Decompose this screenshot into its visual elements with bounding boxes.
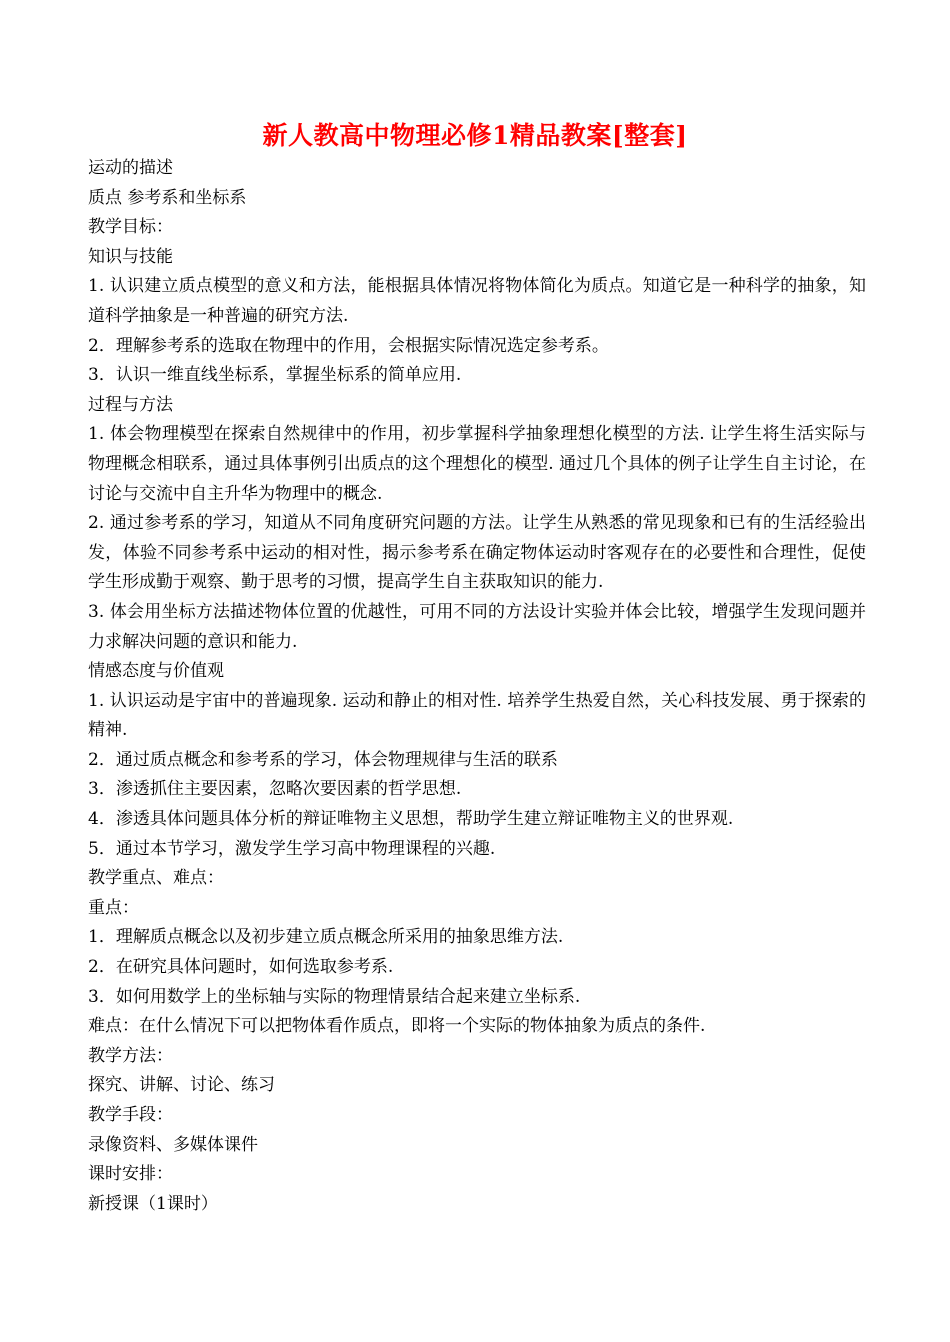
heading-teaching-method: 教学方法： (88, 1045, 173, 1066)
difficult-point: 难点：在什么情况下可以把物体看作质点，即将一个实际的物体抽象为质点的条件. (88, 1016, 706, 1037)
document-body (88, 154, 866, 1219)
key-point-3: 3．如何用数学上的坐标轴与实际的物理情景结合起来建立坐标系. (88, 986, 581, 1007)
attitude-item-5: 5．通过本节学习，激发学生学习高中物理课程的兴趣. (88, 838, 496, 859)
process-item-2: 2. 通过参考系的学习，知道从不同角度研究问题的方法。让学生从熟悉的常见现象和已有的生活经验出发，体验不同参考系中运动的相对性，揭示参考系在确定物体运动时客观存在的必要性和合理性，促使学生形成勤于观察、勤于思考的习惯，提高学生自主获取知识的能力. (88, 513, 866, 593)
heading-schedule: 课时安排： (88, 1164, 173, 1185)
knowledge-item-2: 2．理解参考系的选取在物理中的作用，会根据实际情况选定参考系。 (88, 335, 609, 356)
heading-process-method: 过程与方法 (88, 394, 173, 415)
heading-teaching-means: 教学手段： (88, 1105, 173, 1125)
attitude-item-1: 1. 认识运动是宇宙中的普遍现象. 运动和静止的相对性. 培养学生热爱自然，关心科技发展、勇于探索的精神. (88, 690, 866, 741)
heading-attitude-values: 情感态度与价值观 (88, 661, 224, 682)
document-title: 新人教高中物理必修1精品教案[整套] (262, 121, 688, 150)
attitude-item-2: 2．通过质点概念和参考系的学习，体会物理规律与生活的联系 (88, 749, 558, 770)
heading-teaching-goals: 教学目标： (88, 217, 173, 238)
process-item-3: 3. 体会用坐标方法描述物体位置的优越性，可用不同的方法设计实验并体会比较，增强学生发现问题并力求解决问题的意识和能力. (88, 601, 866, 652)
attitude-item-4: 4．渗透具体问题具体分析的辩证唯物主义思想，帮助学生建立辩证唯物主义的世界观. (88, 809, 734, 830)
key-point-1: 1．理解质点概念以及初步建立质点概念所采用的抽象思维方法. (88, 927, 564, 948)
heading-knowledge-skills: 知识与技能 (88, 246, 173, 267)
knowledge-item-3: 3．认识一维直线坐标系，掌握坐标系的简单应用. (88, 365, 462, 386)
section-heading-motion: 运动的描述 (88, 158, 173, 178)
heading-key-difficult: 教学重点、难点： (88, 868, 224, 889)
process-item-1: 1. 体会物理模型在探索自然规律中的作用，初步掌握科学抽象理想化模型的方法. 让学生将生活实际与物理概念相联系，通过具体事例引出质点的这个理想化的模型. 通过几个具体的例子让学生自主讨论，在讨论与交流中自主升华为物理中的概念. (88, 424, 866, 504)
teaching-means-text: 录像资料、多媒体课件 (88, 1134, 258, 1155)
subsection-heading: 质点 参考系和坐标系 (88, 187, 247, 208)
attitude-item-3: 3．渗透抓住主要因素，忽略次要因素的哲学思想. (88, 779, 462, 800)
knowledge-item-1: 1. 认识建立质点模型的意义和方法，能根据具体情况将物体简化为质点。知道它是一种科学的抽象，知道科学抽象是一种普遍的研究方法. (88, 276, 866, 326)
key-point-2: 2．在研究具体问题时，如何选取参考系. (88, 957, 394, 978)
teaching-method-text: 探究、讲解、讨论、练习 (88, 1075, 275, 1096)
schedule-text: 新授课（1课时） (88, 1193, 218, 1214)
heading-key-points: 重点： (88, 897, 139, 918)
